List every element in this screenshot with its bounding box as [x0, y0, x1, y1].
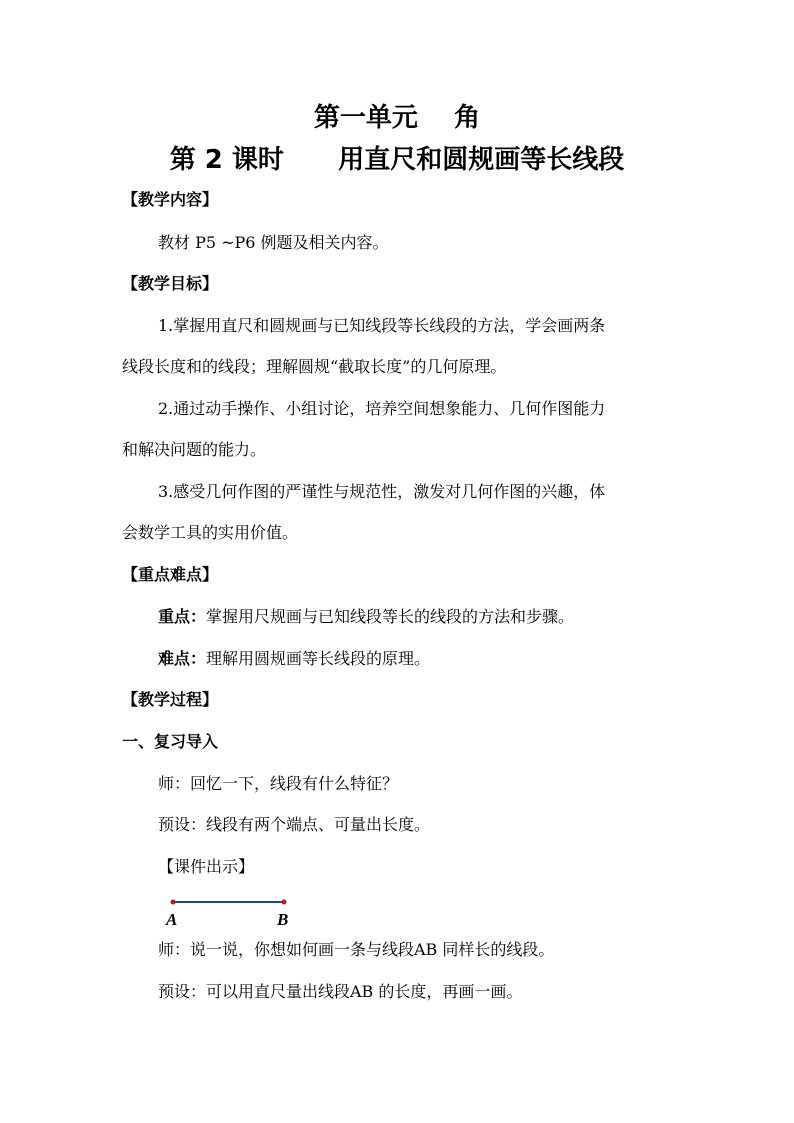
preset-answer-1: 预设：线段有两个端点、可量出长度。 — [158, 815, 431, 834]
point-a-label: A — [166, 910, 178, 929]
difficulty-label: 难点： — [158, 649, 207, 668]
key-point-line — [158, 606, 574, 628]
objective-1-line-2: 线段长度和的线段；理解圆规“截取长度”的几何原理。 — [122, 357, 507, 376]
teaching-content-text: 教材 P5 ~P6 例题及相关内容。 — [158, 233, 389, 252]
teacher-question-2: 师：说一说，你想如何画一条与线段AB 同样长的线段。 — [158, 940, 555, 959]
review-intro-heading: 一、复习导入 — [122, 732, 219, 751]
objective-2-line-1: 2.通过动手操作、小组讨论，培养空间想象能力、几何作图能力 — [158, 399, 606, 418]
segment-ab-diagram — [160, 892, 310, 932]
point-a-dot — [171, 900, 176, 905]
difficulty-text: 理解用圆规画等长线段的原理。 — [206, 649, 431, 668]
objective-1-line-1: 1.掌握用直尺和圆规画与已知线段等长线段的方法，学会画两条 — [158, 316, 606, 335]
key-point-label: 重点： — [158, 607, 207, 626]
point-b-dot — [282, 900, 287, 905]
key-point-text: 掌握用尺规画与已知线段等长的线段的方法和步骤。 — [206, 607, 575, 626]
lesson-title: 第 2 课时 用直尺和圆规画等长线段 — [169, 145, 625, 175]
key-points-heading: 【重点难点】 — [122, 565, 219, 584]
teaching-objectives-heading: 【教学目标】 — [122, 274, 219, 293]
unit-title: 第一单元 角 — [313, 103, 481, 133]
objective-3-line-2: 会数学工具的实用价值。 — [122, 523, 299, 542]
point-b-label: B — [277, 910, 289, 929]
courseware-label: 【课件出示】 — [158, 857, 255, 876]
teacher-question-1: 师：回忆一下，线段有什么特征？ — [158, 774, 399, 793]
teaching-content-heading: 【教学内容】 — [122, 190, 219, 209]
difficulty-line — [158, 648, 430, 670]
teaching-process-heading: 【教学过程】 — [122, 690, 219, 709]
objective-3-line-1: 3.感受几何作图的严谨性与规范性，激发对几何作图的兴趣，体 — [158, 482, 606, 501]
preset-answer-2: 预设：可以用直尺量出线段AB 的长度，再画一画。 — [158, 982, 523, 1001]
objective-2-line-2: 和解决问题的能力。 — [122, 440, 267, 459]
